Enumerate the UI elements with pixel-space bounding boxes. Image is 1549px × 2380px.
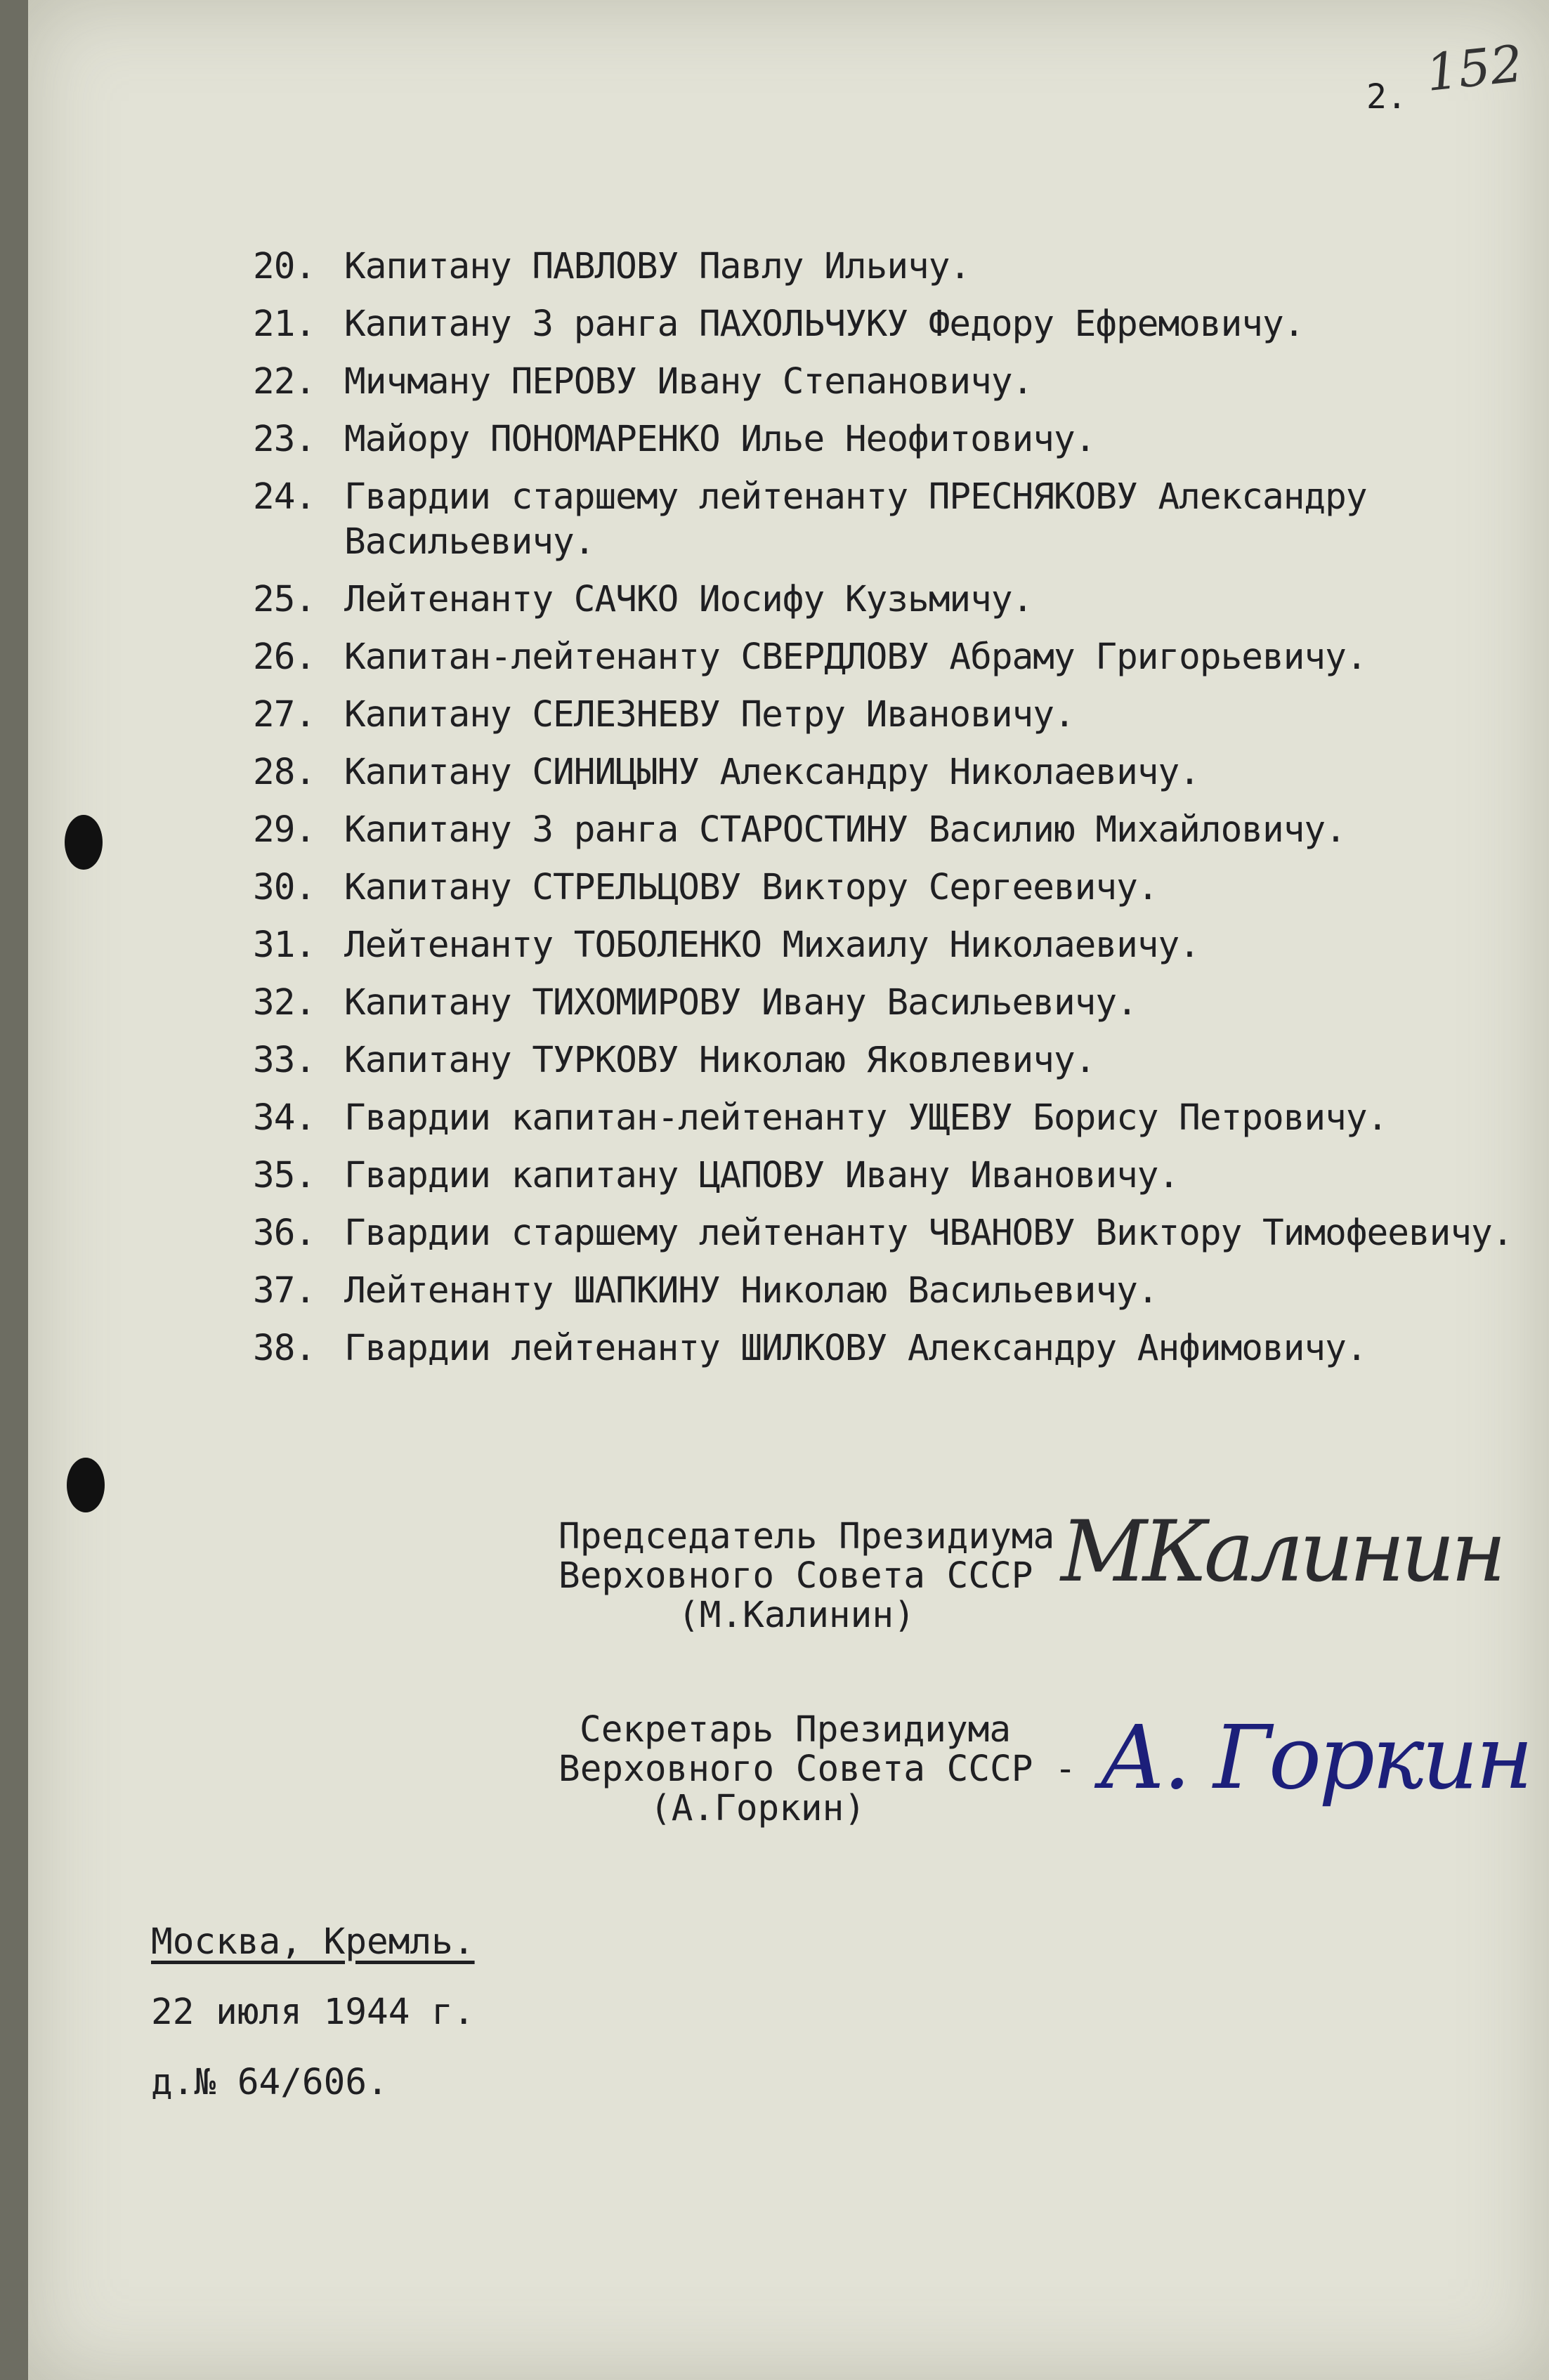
- document-number: д.№ 64/606.: [151, 2062, 388, 2103]
- item-number: 27.: [253, 694, 316, 735]
- awardee-list: [253, 244, 1524, 1384]
- list-item: [253, 417, 1524, 462]
- item-number: 32.: [253, 982, 316, 1024]
- item-number: 37.: [253, 1270, 316, 1312]
- list-item: [253, 1038, 1524, 1083]
- item-text: Гвардии капитану ЦАПОВУ Ивану Ивановичу.: [344, 1155, 1179, 1196]
- item-number: 38.: [253, 1328, 316, 1369]
- chairman-signature-block: [558, 1517, 1076, 1635]
- item-number: 24.: [253, 476, 316, 518]
- punch-hole: [65, 815, 103, 870]
- secretary-title-line1: Секретарь Президиума: [580, 1709, 1012, 1751]
- list-item: [253, 1269, 1524, 1314]
- issue-date: 22 июля 1944 г.: [151, 1992, 475, 2033]
- item-text: Капитану ТИХОМИРОВУ Ивану Васильевичу.: [344, 982, 1137, 1024]
- item-number: 29.: [253, 809, 316, 851]
- item-number: 34.: [253, 1097, 316, 1139]
- secretary-name: (А.Горкин): [650, 1788, 866, 1829]
- item-number: 22.: [253, 361, 316, 403]
- item-text: Гвардии капитан-лейтенанту УЩЕВУ Борису Петровичу.: [344, 1097, 1388, 1139]
- list-item: [253, 360, 1524, 405]
- page-number: 2.: [1366, 77, 1407, 117]
- list-item: [253, 635, 1524, 680]
- list-item: [253, 1153, 1524, 1198]
- secretary-signature-block: [558, 1711, 1076, 1829]
- item-number: 21.: [253, 303, 316, 345]
- chairman-title-line2: Верховного Совета СССР -: [558, 1555, 1076, 1597]
- list-item: [253, 1211, 1524, 1256]
- item-text: Лейтенанту ШАПКИНУ Николаю Васильевичу.: [344, 1270, 1158, 1312]
- item-text: Капитану СТРЕЛЬЦОВУ Виктору Сергеевичу.: [344, 867, 1158, 908]
- item-text: Мичману ПЕРОВУ Ивану Степановичу.: [344, 361, 1033, 403]
- item-number: 28.: [253, 752, 316, 793]
- item-text: Капитану 3 ранга СТАРОСТИНУ Василию Михайловичу.: [344, 809, 1346, 851]
- list-item: [253, 808, 1524, 853]
- item-text: Гвардии лейтенанту ШИЛКОВУ Александру Анфимовичу.: [344, 1328, 1367, 1369]
- list-item: [253, 302, 1524, 347]
- item-text: Лейтенанту ТОБОЛЕНКО Михаилу Николаевичу.: [344, 924, 1200, 966]
- item-number: 35.: [253, 1155, 316, 1196]
- item-number: 36.: [253, 1212, 316, 1254]
- item-text: Гвардии старшему лейтенанту ПРЕСНЯКОВУ Александру Васильевичу.: [344, 476, 1367, 563]
- punch-hole: [67, 1458, 105, 1512]
- list-item: [253, 981, 1524, 1026]
- secretary-autograph: А. Горкин: [1099, 1707, 1531, 1809]
- item-number: 30.: [253, 867, 316, 908]
- item-text: Лейтенанту САЧКО Иосифу Кузьмичу.: [344, 579, 1033, 620]
- item-text: Капитану ПАВЛОВУ Павлу Ильичу.: [344, 246, 971, 287]
- binding-edge: [0, 0, 28, 2380]
- chairman-title-line1: Председатель Президиума: [558, 1516, 1055, 1557]
- list-item: [253, 865, 1524, 910]
- item-text: Капитану СЕЛЕЗНЕВУ Петру Ивановичу.: [344, 694, 1075, 735]
- list-item: [253, 244, 1524, 289]
- list-item: [253, 750, 1524, 795]
- item-text: Капитану СИНИЦЫНУ Александру Николаевичу.: [344, 752, 1200, 793]
- list-item: [253, 923, 1524, 968]
- item-number: 25.: [253, 579, 316, 620]
- item-text: Капитану 3 ранга ПАХОЛЬЧУКУ Федору Ефремовичу.: [344, 303, 1305, 345]
- chairman-name: (М.Калинин): [678, 1595, 915, 1636]
- chairman-autograph: МКалинин: [1061, 1503, 1503, 1601]
- item-text: Капитану ТУРКОВУ Николаю Яковлевичу.: [344, 1040, 1096, 1081]
- item-number: 31.: [253, 924, 316, 966]
- issue-details: [151, 1907, 475, 2118]
- list-item: [253, 475, 1524, 565]
- issue-place: Москва, Кремль.: [151, 1921, 475, 1963]
- list-item: [253, 577, 1524, 622]
- item-number: 20.: [253, 246, 316, 287]
- list-item: [253, 1326, 1524, 1371]
- item-text: Майору ПОНОМАРЕНКО Илье Неофитовичу.: [344, 419, 1096, 460]
- item-number: 26.: [253, 636, 316, 678]
- item-number: 23.: [253, 419, 316, 460]
- item-text: Капитан-лейтенанту СВЕРДЛОВУ Абраму Григорьевичу.: [344, 636, 1367, 678]
- item-text: Гвардии старшему лейтенанту ЧВАНОВУ Виктору Тимофеевичу.: [344, 1212, 1513, 1254]
- handwritten-page-number: 152: [1423, 34, 1526, 103]
- list-item: [253, 693, 1524, 738]
- item-number: 33.: [253, 1040, 316, 1081]
- list-item: [253, 1096, 1524, 1141]
- secretary-title-line2: Верховного Совета СССР -: [558, 1748, 1076, 1790]
